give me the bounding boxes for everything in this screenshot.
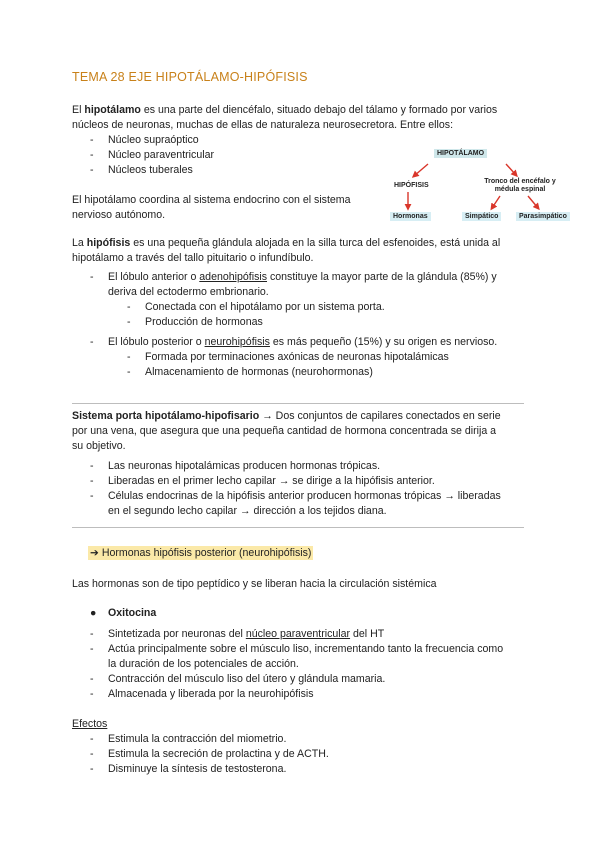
list-dash: - (90, 628, 94, 640)
list-dash: - (90, 748, 94, 760)
list-dash: - (127, 316, 131, 328)
posterior-sub-item: Almacenamiento de hormonas (neurohormonas) (145, 366, 373, 378)
list-dash: - (127, 301, 131, 313)
efectos-label: Efectos (72, 718, 108, 730)
hipotalamo-line-1: El hipotálamo es una parte del diencéfalo, situado debajo del tálamo y formado por varios (72, 104, 498, 116)
nucleus-item: Núcleo supraóptico (108, 134, 199, 146)
anterior-line-1: El lóbulo anterior o adenohipófisis constituye la mayor parte de la glándula (85%) y (108, 271, 497, 283)
porta-item: Liberadas en el primer lecho capilar → se dirige a la hipófisis anterior. (108, 475, 435, 487)
coord-line-2: nervioso autónomo. (72, 209, 166, 221)
posterior-sub-item: Formada por terminaciones axónicas de neuronas hipotalámicas (145, 351, 449, 363)
anterior-sub-item: Conectada con el hipotálamo por un sistema porta. (145, 301, 385, 313)
porta-line-3: su objetivo. (72, 440, 126, 452)
anterior-line-2: deriva del ectodermo embrionario. (108, 286, 269, 298)
divider (72, 403, 524, 404)
divider (72, 527, 524, 528)
porta-item: Células endocrinas de la hipófisis anterior producen hormonas trópicas → liberadas (108, 490, 501, 502)
oxitocina-item: Sintetizada por neuronas del núcleo paraventricular del HT (108, 628, 385, 640)
list-dash: - (127, 351, 131, 363)
list-dash: - (90, 149, 94, 161)
diagram-root: HIPOTÁLAMO (434, 149, 487, 158)
efecto-item: Disminuye la síntesis de testosterona. (108, 763, 287, 775)
list-dash: - (90, 271, 94, 283)
hipofisis-line-2: hipotálamo a través del tallo pituitario o infundíbulo. (72, 252, 314, 264)
oxitocina-heading: Oxitocina (108, 607, 157, 619)
bullet: ● (90, 607, 97, 619)
diagram-left: HIPÓFISIS (394, 182, 429, 189)
arrow-to-parasimpatico (528, 196, 538, 208)
list-dash: - (127, 366, 131, 378)
arrow-to-tronco (506, 164, 516, 175)
nucleus-item: Núcleo paraventricular (108, 149, 214, 161)
list-dash: - (90, 336, 94, 348)
list-dash: - (90, 134, 94, 146)
list-dash: - (90, 733, 94, 745)
page-title: TEMA 28 EJE HIPOTÁLAMO-HIPÓFISIS (72, 70, 308, 84)
hipotalamo-line-2: núcleos de neuronas, muchas de ellas de naturaleza neurosecretora. Entre ellos: (72, 119, 454, 131)
porta-line-1: Sistema porta hipotálamo-hipofisario → Dos conjuntos de capilares conectados en serie (72, 410, 501, 422)
efecto-item: Estimula la contracción del miometrio. (108, 733, 287, 745)
list-dash: - (90, 673, 94, 685)
anterior-sub-item: Producción de hormonas (145, 316, 263, 328)
diagram-leaf-parasimpatico: Parasimpático (516, 212, 570, 221)
list-dash: - (90, 688, 94, 700)
hipofisis-line-1: La hipófisis es una pequeña glándula alojada en la silla turca del esfenoides, está unida al (72, 237, 501, 249)
coord-line-1: El hipotálamo coordina al sistema endocrino con el sistema (72, 194, 351, 206)
diagram-leaf-simpatico: Simpático (462, 212, 501, 221)
hypothalamus-diagram (388, 146, 578, 228)
section-heading: ➔ Hormonas hipófisis posterior (neurohipófisis) (90, 547, 312, 559)
diagram-leaf-hormonas: Hormonas (390, 212, 431, 221)
list-dash: - (90, 475, 94, 487)
diagram-right: Tronco del encéfalo y médula espinal (484, 178, 556, 193)
oxitocina-item: Contracción del músculo liso del útero y glándula mamaria. (108, 673, 386, 685)
oxitocina-item-line-2: la duración de los potenciales de acción. (108, 658, 299, 670)
porta-line-2: por una vena, que asegura que una pequeña cantidad de hormona concentrada se dirija a (72, 425, 497, 437)
list-dash: - (90, 763, 94, 775)
posterior-line-1: El lóbulo posterior o neurohipófisis es más pequeño (15%) y su origen es nervioso. (108, 336, 498, 348)
oxitocina-item: Actúa principalmente sobre el músculo liso, incrementando tanto la frecuencia como (108, 643, 504, 655)
list-dash: - (90, 460, 94, 472)
arrow-to-hipofisis (414, 164, 428, 176)
list-dash: - (90, 643, 94, 655)
efecto-item: Estimula la secreción de prolactina y de ACTH. (108, 748, 329, 760)
list-dash: - (90, 490, 94, 502)
hormones-intro: Las hormonas son de tipo peptídico y se liberan hacia la circulación sistémica (72, 578, 437, 590)
porta-item: Las neuronas hipotalámicas producen hormonas trópicas. (108, 460, 381, 472)
list-dash: - (90, 164, 94, 176)
nucleus-item: Núcleos tuberales (108, 164, 193, 176)
oxitocina-item: Almacenada y liberada por la neurohipófisis (108, 688, 314, 700)
arrow-to-simpatico (492, 196, 500, 208)
porta-item-3-line-2: en el segundo lecho capilar → dirección a los tejidos diana. (108, 505, 387, 517)
